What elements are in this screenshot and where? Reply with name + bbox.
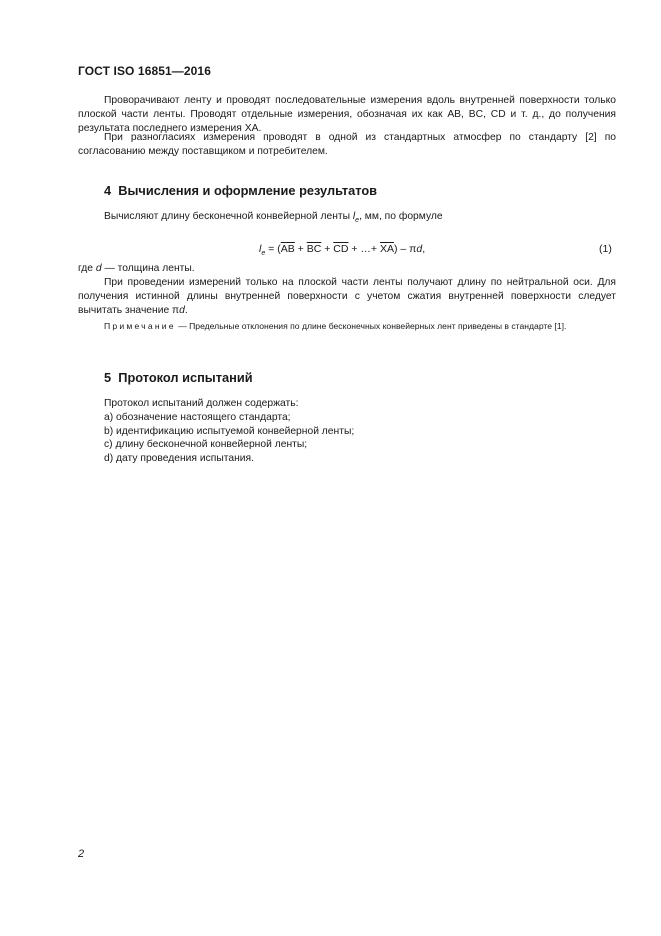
section-4-heading: [104, 183, 377, 198]
formula-plus: +: [321, 243, 334, 255]
list-item: a) обозначение настоящего стандарта;: [104, 411, 291, 423]
formula-eq: = (: [265, 243, 281, 255]
formula-var-d: d: [416, 243, 423, 255]
intro-paragraph-disagreements: При разногласиях измерения проводят в одной из стандартных атмосфер по стандарту [2] по согласованию между поставщиком и потребителем.: [78, 132, 616, 157]
formula-lhs-sub: e: [261, 250, 266, 258]
where-text: где: [78, 263, 96, 274]
section-4-lead: [104, 210, 616, 228]
formula-arc-xa: $\overline{XA}$: [379, 243, 394, 255]
page-number: 2: [78, 848, 85, 860]
formula-arc-ab: $\overline{AB}$: [280, 243, 295, 255]
lead-sub-e: e: [355, 217, 360, 225]
where-clause: [78, 262, 616, 276]
where-text-after: — толщина ленты.: [101, 263, 195, 274]
protocol-list: [104, 397, 354, 466]
formula-tail: ) – π: [393, 243, 417, 255]
section-5-title: Протокол испытаний: [118, 370, 253, 385]
lead-text-after: , мм, по формуле: [359, 211, 443, 222]
list-item: c) длину бесконечной конвейерной ленты;: [104, 439, 308, 451]
formula-1: [259, 243, 425, 257]
note-label: Примечание: [104, 321, 176, 331]
section-5-heading: [104, 370, 253, 385]
section-4-title: Вычисления и оформление результатов: [118, 183, 378, 198]
where-var-d: d: [95, 263, 102, 274]
section-5-number: 5: [104, 370, 112, 385]
formula-plus-ellipsis: + …+: [348, 243, 380, 255]
neutral-text-end: .: [184, 304, 188, 316]
lead-text: Вычисляют длину бесконечной конвейерной ленты: [104, 211, 353, 222]
list-item: Протокол испытаний должен содержать:: [104, 398, 299, 409]
section-4-number: 4: [104, 183, 112, 198]
neutral-text: При проведении измерений только на плоской части ленты получают длину по нейтральной оси. Для получения истинной длины внутренней поверхности с учетом сжатия внутренней поверхности следует вычитать значение π: [78, 277, 616, 316]
formula-comma: ,: [422, 243, 426, 255]
formula-lhs: l: [259, 243, 262, 255]
formula-number: (1): [599, 243, 612, 255]
neutral-axis-paragraph: [78, 276, 616, 317]
formula-arc-bc: $\overline{BC}$: [306, 243, 322, 255]
list-item: d) дату проведения испытания.: [104, 453, 254, 465]
formula-arc-cd: $\overline{CD}$: [333, 243, 349, 255]
list-item: b) идентификацию испытуемой конвейерной ленты;: [104, 425, 355, 437]
note: [78, 320, 616, 333]
lead-var-l: l: [352, 211, 356, 222]
formula-plus: +: [294, 243, 307, 255]
standard-header: ГОСТ ISO 16851—2016: [78, 64, 211, 78]
intro-paragraph-measurements: Проворачивают ленту и проводят последовательные измерения вдоль внутренней поверхности только плоской части ленты. Проводят отдельные измерения, обозначая их как AB, BC, CD и т. д., до получения результата последнего измерения XA.: [78, 95, 616, 134]
note-text: — Предельные отклонения по длине бесконечных конвейерных лент приведены в стандарте [1].: [175, 321, 567, 331]
neutral-var-d: d: [179, 304, 185, 316]
